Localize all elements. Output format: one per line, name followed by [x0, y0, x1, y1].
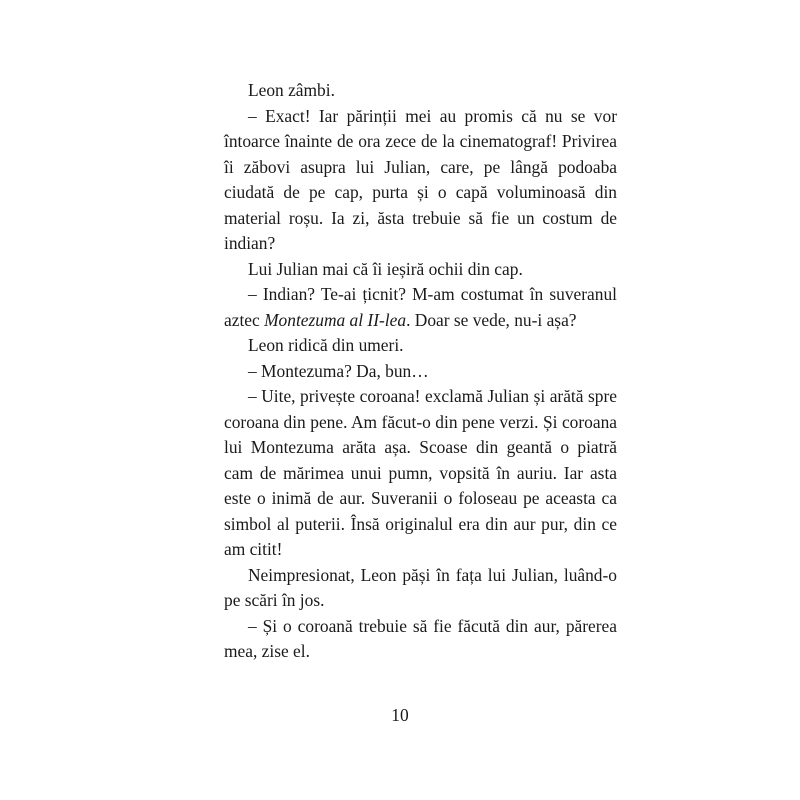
paragraph-text: – Și o coroană trebuie să fie făcută din aur, părerea mea, zise el.	[224, 615, 617, 661]
paragraph	[224, 333, 617, 359]
paragraph	[224, 614, 617, 665]
paragraph-text: Neimpresionat, Leon păși în fața lui Julian, luând-o pe scări în jos.	[224, 564, 617, 610]
paragraph	[224, 104, 617, 257]
italic-title: Montezuma al II-lea	[264, 309, 407, 330]
paragraph-text: – Exact! Iar părinții mei au promis că nu se vor întoarce înainte de ora zece de la cinematograf! Privirea îi zăbovi asupra lui Julian, care, pe lângă podoaba ciudată de pe cap, purta și o capă voluminoasă din material roșu. Ia zi, ăsta trebuie să fie un costum de indian?	[224, 105, 617, 253]
page-body-text	[224, 78, 617, 665]
paragraph-text: – Montezuma? Da, bun…	[248, 360, 429, 381]
paragraph-text: – Indian? Te-ai țicnit? M-am costumat în suveranul aztec	[224, 284, 617, 330]
paragraph-text: Leon ridică din umeri.	[248, 335, 404, 355]
paragraph-text: Lui Julian mai că îi ieșiră ochii din cap.	[248, 258, 523, 279]
paragraph	[224, 257, 617, 283]
page-number: 10	[391, 705, 409, 725]
paragraph	[224, 282, 617, 333]
paragraph-text: . Doar se vede, nu-i așa?	[406, 309, 577, 330]
paragraph	[224, 563, 617, 614]
paragraph-text: – Uite, privește coroana! exclamă Julian și arătă spre coroana din pene. Am făcut-o din pene verzi. Și coroana lui Montezuma arăta așa. Scoase din geantă o piatră cam de mărimea unui pumn, vopsită în auriu. Iar asta este o inimă de aur. Suveranii o foloseau pe aceasta ca simbol al puterii. Însă originalul era din aur pur, din ce am citit!	[224, 386, 617, 559]
paragraph	[224, 78, 617, 104]
paragraph	[224, 384, 617, 563]
paragraph-text: Leon zâmbi.	[248, 80, 335, 100]
paragraph	[224, 359, 617, 385]
